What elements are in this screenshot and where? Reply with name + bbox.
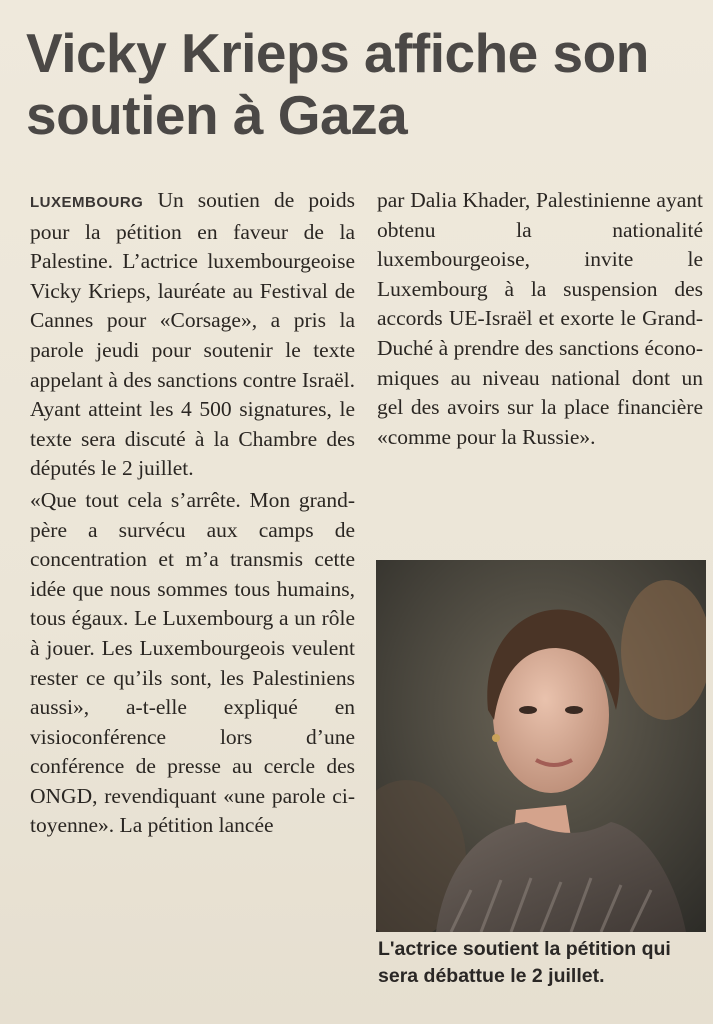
- paragraph-1: [30, 186, 355, 484]
- portrait-photo-illustration: [376, 560, 706, 932]
- paragraph-1-text: Un soutien de poids pour la pétition en faveur de la Palestine. L’actrice luxembourgeoise Vicky Krieps, lauréate au Festival de Cannes pour «Corsage», a pris la parole jeudi pour soutenir le texte appelant à des sanctions contre Israël. Ayant atteint les 4 500 signatures, le texte sera discuté à la Chambre des députés le 2 juillet.: [30, 188, 355, 481]
- article-column-right: [377, 186, 703, 452]
- paragraph-2: «Que tout cela s’arrête. Mon grand-père a survécu aux camps de concentration et m’a transmis cette idée que nous sommes tous humains, tous égaux. Le Luxembourg a un rôle à jouer. Les Luxembourgeois veulent rester ce qu’ils sont, les Palestiniens aussi», a-t-elle expliqué en visioconférence lors d’une conférence de presse au cercle des ONGD, revendiquant «une parole citoyenne». La pétition lancée: [30, 487, 355, 838]
- photo-caption: L'actrice soutient la pétition qui sera débattue le 2 juillet.: [378, 938, 671, 987]
- paragraph-3: par Dalia Khader, Palestinienne ayant obtenu la nationalité luxembourgeoise, invite le Luxembourg à la suspension des accords UE-Israël et exorte le Grand-Duché à prendre des sanctions économiques au niveau national dont un gel des avoirs sur la place financière «comme pour la Russie».: [377, 188, 703, 449]
- headline: Vicky Krieps affiche son soutien à Gaza: [26, 22, 649, 146]
- dateline: LUXEMBOURG: [30, 194, 144, 211]
- article-column-left: [30, 186, 355, 841]
- article-photo: [376, 560, 706, 932]
